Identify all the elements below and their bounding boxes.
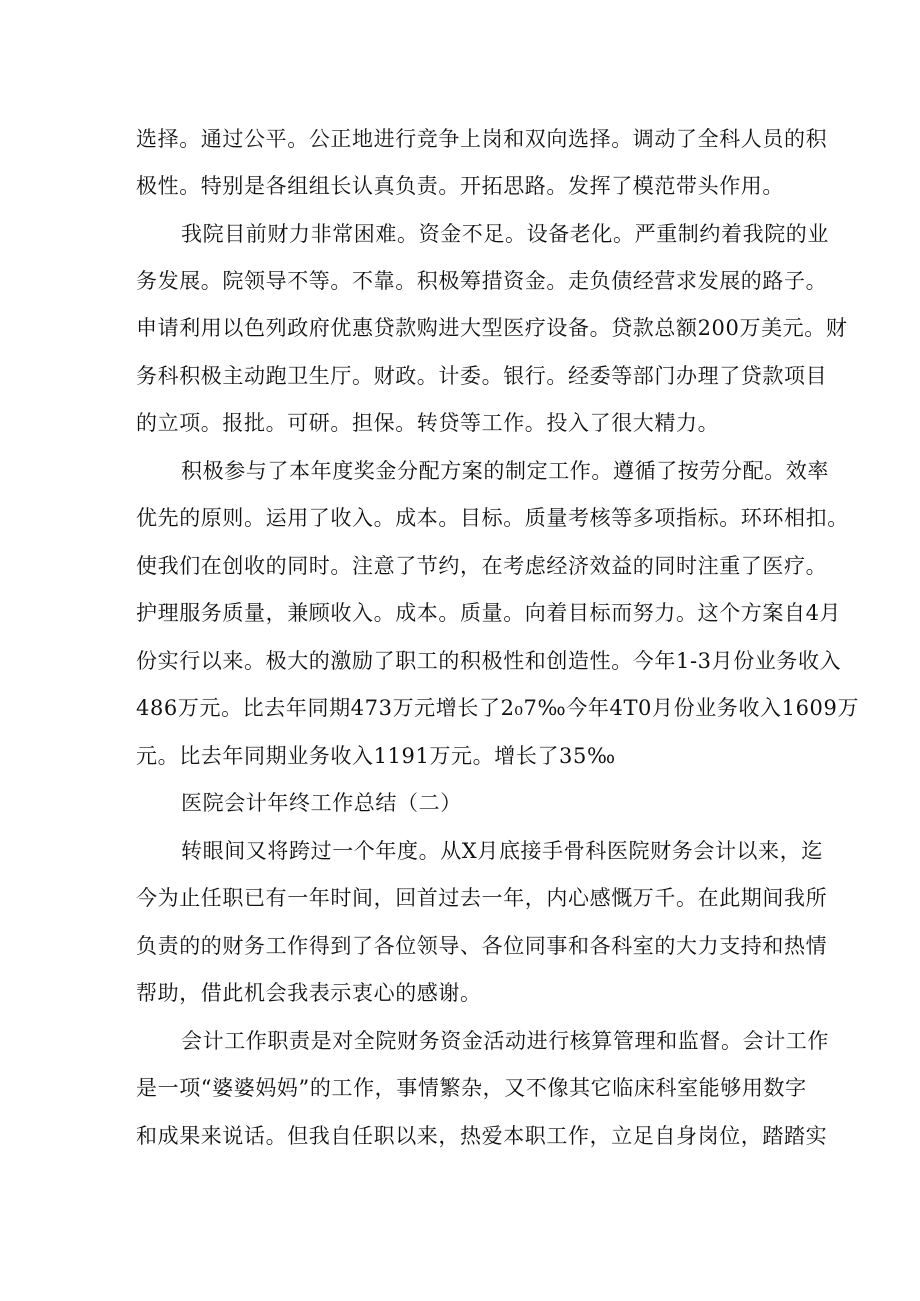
text-line: 今为止任职已有一年时间，回首过去一年，内心感慨万千。在此期间我所 [136,886,828,910]
text-line: 元。比去年同期业务收入1191万元。增长了35‰ [136,744,616,768]
text-line: 极性。特别是各组组长认真负责。开拓思路。发挥了模范带头作用。 [136,174,784,198]
text-line: 486万元。比去年同期473万元增长了2₀7‰今年4T0月份业务收入1609万 [136,696,860,720]
text-line: 负责的的财务工作得到了各位领导、各位同事和各科室的大力支持和热情 [136,934,828,958]
text-line: 申请利用以色列政府优惠贷款购进大型医疗设备。贷款总额200万美元。财 [136,316,848,340]
paragraph-start-line: 积极参与了本年度奖金分配方案的制定工作。遵循了按劳分配。效率 [181,459,829,483]
paragraph-start-line: 转眼间又将跨过一个年度。从X月底接手骨科医院财务会计以来，迄 [181,839,823,863]
text-line: 份实行以来。极大的激励了职工的积极性和创造性。今年1-3月份业务收入 [136,649,842,673]
text-line: 和成果来说话。但我自任职以来，热爱本职工作，立足自身岗位，踏踏实 [136,1124,828,1148]
text-line: 使我们在创收的同时。注意了节约，在考虑经济效益的同时注重了医疗。 [136,554,828,578]
text-line: 优先的原则。运用了收入。成本。目标。质量考核等多项指标。环环相扣。 [136,506,849,530]
paragraph-start-line: 会计工作职责是对全院财务资金活动进行核算管理和监督。会计工作 [181,1029,829,1053]
text-line: 是一项“婆婆妈妈”的工作，事情繁杂，又不像其它临床科室能够用数字 [136,1076,807,1100]
text-line: 的立项。报批。可研。担保。转贷等工作。投入了很大精力。 [136,411,720,435]
paragraph-start-line: 我院目前财力非常困难。资金不足。设备老化。严重制约着我院的业 [181,222,829,246]
text-line: 务发展。院领导不等。不靠。积极筹措资金。走负债经营求发展的路子。 [136,269,828,293]
text-line: 务科积极主动跑卫生厅。财政。计委。银行。经委等部门办理了贷款项目 [136,364,828,388]
text-line: 帮助，借此机会我表示衷心的感谢。 [136,981,482,1005]
section-heading: 医院会计年终工作总结（二） [181,791,462,815]
text-line: 护理服务质量，兼顾收入。成本。质量。向着目标而努力。这个方案自4月 [136,601,842,625]
text-line: 选择。通过公平。公正地进行竞争上岗和双向选择。调动了全科人员的积 [136,127,828,151]
